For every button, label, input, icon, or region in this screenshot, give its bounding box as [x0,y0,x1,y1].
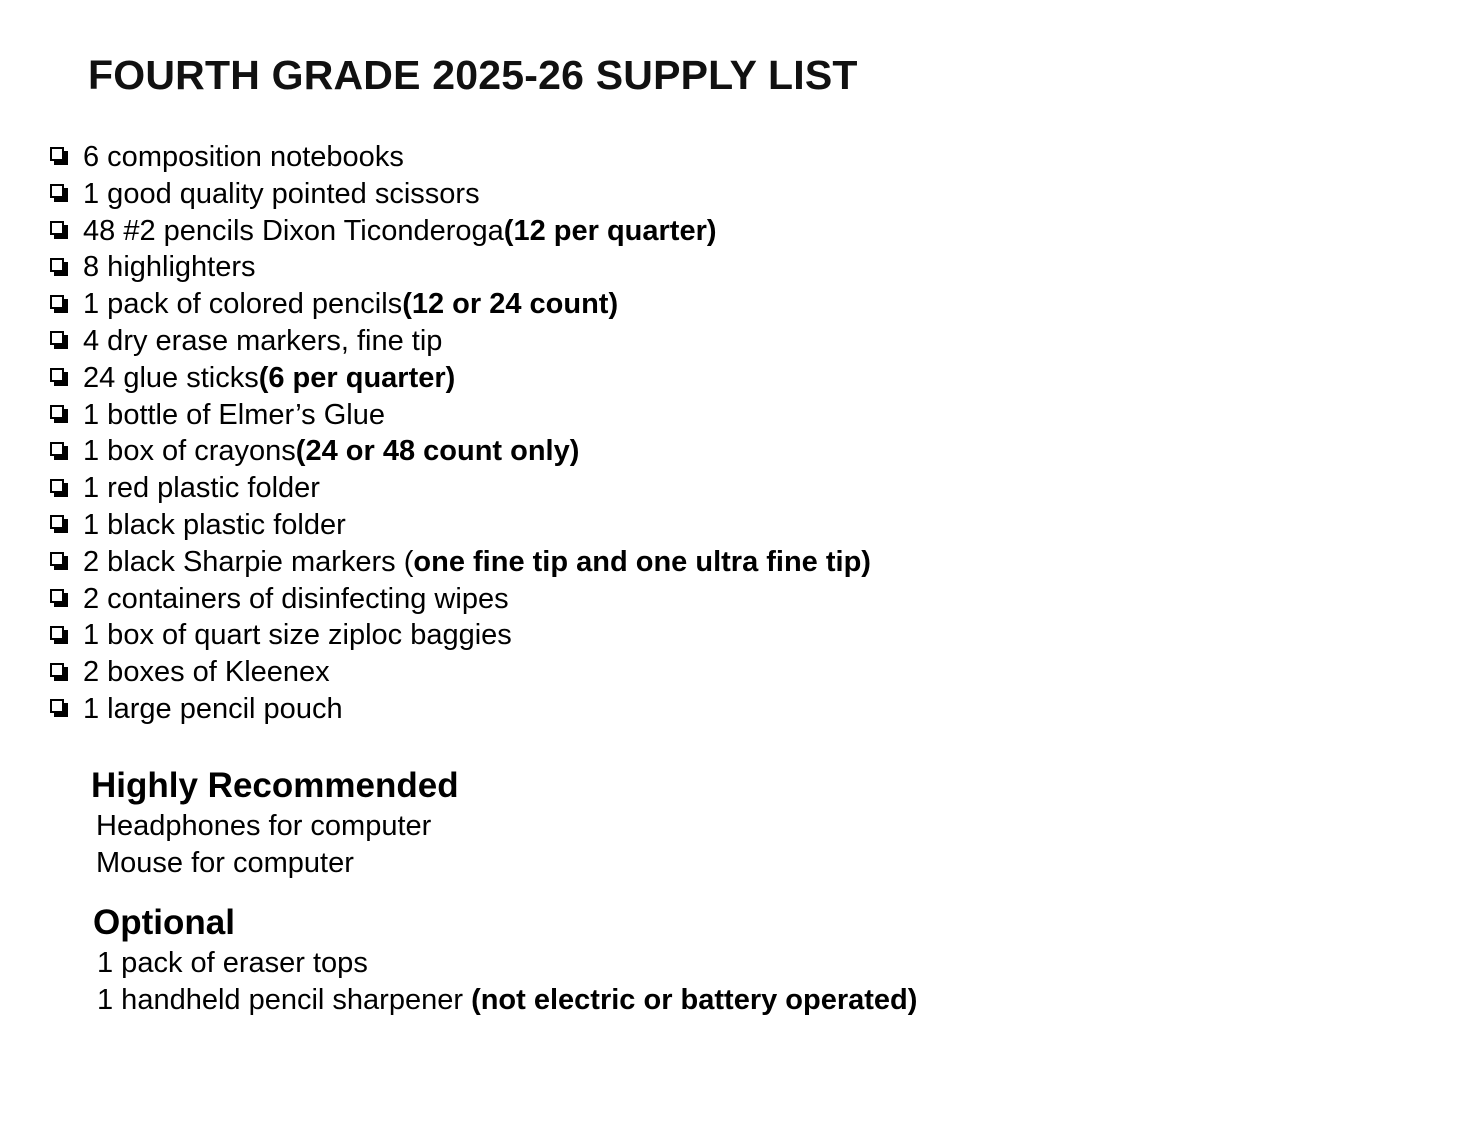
checkbox-icon [50,589,70,609]
supply-item [50,249,871,286]
supply-item-note: (6 per quarter) [258,361,456,394]
optional-heading: Optional [93,903,235,942]
checkbox-icon [50,626,70,646]
recommended-item [96,808,431,845]
supply-item [50,286,871,323]
checkbox-icon [50,663,70,683]
checkbox-icon [50,147,70,167]
checkbox-icon [50,184,70,204]
checkbox-icon [50,699,70,719]
supply-item [50,433,871,470]
supply-item-text: 1 pack of colored pencils [83,288,403,321]
supply-item [50,360,871,397]
supply-item-note: (24 or 48 count only) [295,435,580,468]
supply-item-text: 1 black plastic folder [83,508,346,541]
optional-item-text: 1 pack of eraser tops [97,947,368,979]
checkbox-icon [50,515,70,535]
supply-item-text: 1 large pencil pouch [83,692,343,725]
supply-list [50,139,871,728]
recommended-item-text: Headphones for computer [96,810,432,842]
checkbox-icon [50,258,70,278]
supply-item [50,176,871,213]
supply-item-note: (12 per quarter) [503,214,717,247]
supply-item-text: 1 red plastic folder [83,472,320,505]
recommended-heading: Highly Recommended [91,766,459,805]
supply-item [50,691,871,728]
supply-item [50,507,871,544]
checkbox-icon [50,295,70,315]
supply-item-text: 2 black Sharpie markers ( [83,545,414,578]
recommended-item-text: Mouse for computer [96,846,354,879]
checkbox-icon [50,442,70,462]
supply-item-text: 8 highlighters [83,251,256,284]
checkbox-icon [50,331,70,351]
optional-item [97,982,917,1019]
supply-item [50,139,871,176]
supply-item-text: 1 box of quart size ziploc baggies [83,619,512,652]
recommended-item [96,845,431,882]
optional-list [97,945,917,1018]
supply-item-text: 24 glue sticks [83,361,259,394]
supply-item [50,581,871,618]
supply-item-note: (12 or 24 count) [402,288,619,321]
supply-item [50,397,871,434]
supply-item-text: 1 good quality pointed scissors [83,177,480,210]
checkbox-icon [50,405,70,425]
supply-item [50,213,871,250]
checkbox-icon [50,552,70,572]
supply-item [50,323,871,360]
optional-item-note: (not electric or battery operated) [471,983,918,1016]
supply-item-text: 1 bottle of Elmer’s Glue [83,398,385,431]
supply-item-text: 2 containers of disinfecting wipes [83,582,509,615]
supply-item [50,617,871,654]
supply-item-text: 48 #2 pencils Dixon Ticonderoga [83,214,504,247]
page-title: FOURTH GRADE 2025-26 SUPPLY LIST [88,52,858,98]
supply-item [50,654,871,691]
optional-item [97,945,917,982]
supply-item [50,470,871,507]
supply-item-text: 2 boxes of Kleenex [83,656,330,689]
checkbox-icon [50,479,70,499]
supply-item-note: one fine tip and one ultra fine tip) [413,545,871,578]
supply-item-text: 6 composition notebooks [83,141,404,173]
supply-item-text: 4 dry erase markers, fine tip [83,324,443,357]
checkbox-icon [50,368,70,388]
recommended-list [96,808,431,881]
supply-item-text: 1 box of crayons [83,435,296,468]
supply-item [50,544,871,581]
optional-item-text: 1 handheld pencil sharpener [97,983,472,1016]
checkbox-icon [50,221,70,241]
